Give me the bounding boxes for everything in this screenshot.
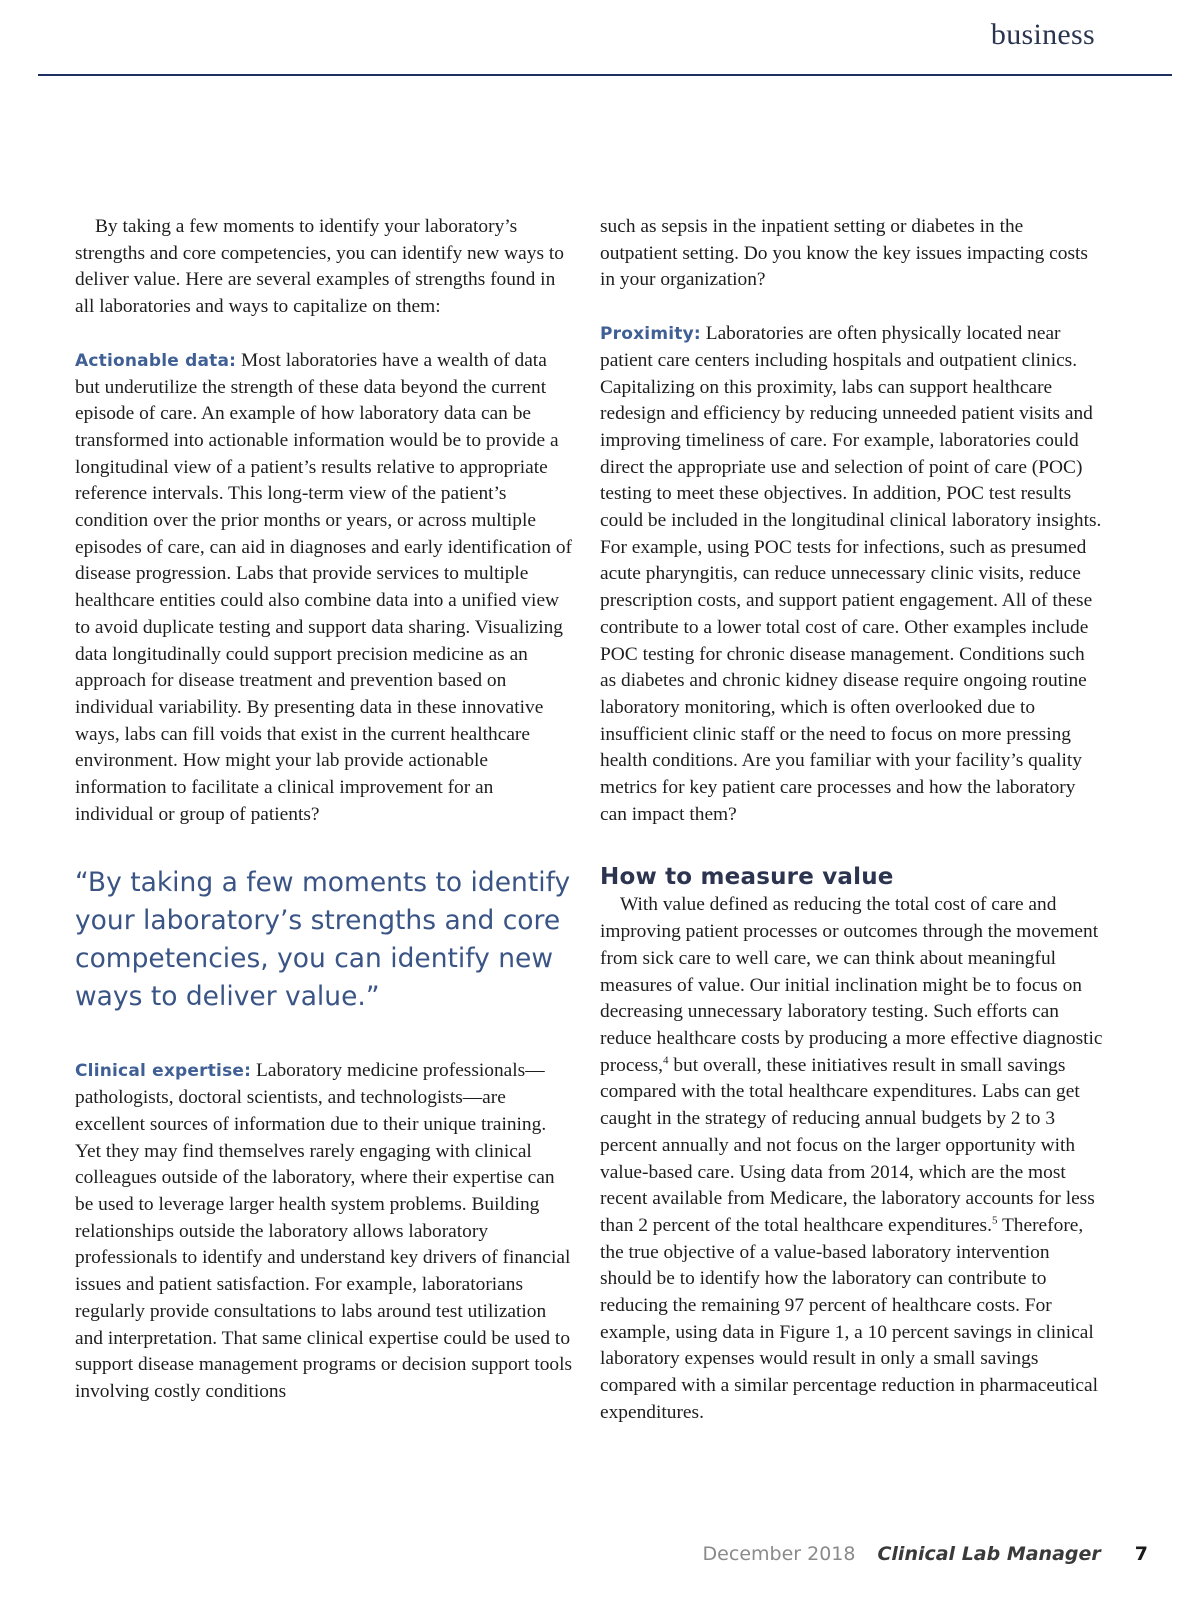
magazine-name: Clinical Lab Manager xyxy=(877,1543,1101,1565)
measure-value-body-1: With value defined as reducing the total cost of care and improving patient processes or outcomes through the movement from sick care to well care, we can think about meaningful measures of value. Our initial inclination might be to focus on decreasing unnecessary laboratory testing. Such efforts can reduce healthcare costs by producing a more effective diagnostic process, xyxy=(600,894,1103,1076)
measure-value-body-3: Therefore, the true objective of a value-based laboratory intervention should be to identify how the laboratory can contribute to reducing the remaining 97 percent of healthcare costs. For example, using data in Figure 1, a 10 percent savings in clinical laboratory expenses would result in only a small savings compared with a similar percentage reduction in pharmaceutical expenditures. xyxy=(600,1214,1099,1423)
page-number: 7 xyxy=(1134,1543,1148,1565)
proximity-lead: Proximity: xyxy=(600,324,701,345)
right-column xyxy=(600,214,1105,1427)
reference-5: 5 xyxy=(991,1214,998,1227)
proximity-body: Laboratories are often physically located near patient care centers including hospitals and outpatient clinics. Capitalizing on this proximity, labs can support healthcare redesign and efficiency by reducing unneeded patient visits and improving timeliness of care. For example, laboratories could direct the appropriate use and selection of point of care (POC) testing to meet these objectives. In addition, POC test results could be included in the longitudinal clinical laboratory insights. For example, using POC tests for infections, such as presumed acute pharyngitis, can reduce unnecessary clinic visits, reduce prescription costs, and support patient engagement. All of these contribute to a lower total cost of care. Other examples include POC testing for chronic disease management. Conditions such as diabetes and chronic kidney disease require ongoing routine laboratory monitoring, which is often overlooked due to insufficient clinic staff or the need to focus on more pressing health conditions. Are you familiar with your facility’s quality metrics for key patient care processes and how the laboratory can impact them? xyxy=(600,323,1102,825)
left-column xyxy=(75,214,575,1406)
clinical-expertise-lead: Clinical expertise: xyxy=(75,1061,252,1082)
intro-paragraph: By taking a few moments to identify your laboratory’s strengths and core competencies, you can identify new ways to deliver value. Here are several examples of strengths found in all laboratories and ways to capitalize on them: xyxy=(75,216,564,318)
page-footer xyxy=(703,1543,1148,1565)
header-rule xyxy=(38,74,1172,76)
continuation-paragraph: such as sepsis in the inpatient setting or diabetes in the outpatient setting. Do you know the key issues impacting costs in your organization? xyxy=(600,216,1088,291)
clinical-expertise-paragraph xyxy=(75,1058,575,1405)
actionable-data-body: Most laboratories have a wealth of data but underutilize the strength of these data beyond the current episode of care. An example of how laboratory data can be transformed into actionable information would be to provide a longitudinal view of a patient’s results relative to appropriate reference intervals. This long-term view of the patient’s condition over the prior months or years, or across multiple episodes of care, can aid in diagnoses and early identification of disease progression. Labs that provide services to multiple healthcare entities could also combine data into a unified view to avoid duplicate testing and support data sharing. Visualizing data longitudinally could support precision medicine as an approach for disease treatment and prevention based on individual variability. By presenting data in these innovative ways, labs can fill voids that exist in the current healthcare environment. How might your lab provide actionable information to facilitate a clinical improvement for an individual or group of patients? xyxy=(75,349,572,825)
measure-value-paragraph xyxy=(600,892,1105,1426)
clinical-expertise-body: Laboratory medicine professionals—pathologists, doctoral scientists, and technologists—are excellent sources of information due to their unique training. Yet they may find themselves rarely engaging with clinical colleagues outside of the laboratory, where their expertise can be used to leverage larger health system problems. Building relationships outside the laboratory allows laboratory professionals to identify and understand key drivers of financial issues and patient satisfaction. For example, laboratorians regularly provide consultations to labs around test utilization and interpretation. That same clinical expertise could be used to support disease management programs or decision support tools involving costly conditions xyxy=(75,1060,573,1402)
measure-value-heading: How to measure value xyxy=(600,864,894,891)
actionable-data-lead: Actionable data: xyxy=(75,350,237,371)
issue-date: December 2018 xyxy=(702,1543,856,1565)
pull-quote: “By taking a few moments to identify your laboratory’s strengths and core competencies, you can identify new ways to deliver value.” xyxy=(75,867,571,1013)
actionable-data-paragraph xyxy=(75,348,575,829)
section-label: business xyxy=(990,18,1095,51)
reference-4: 4 xyxy=(663,1054,669,1067)
measure-value-body-2: but overall, these initiatives result in small savings compared with the total healthcare expenditures. Labs can get caught in the strategy of reducing annual budgets by 2 to 3 percent annually and not focus on the larger opportunity with value-based care. Using data from 2014, which are the most recent available from Medicare, the laboratory accounts for less than 2 percent of the total healthcare expenditures. xyxy=(600,1054,1095,1236)
proximity-paragraph xyxy=(600,321,1105,828)
